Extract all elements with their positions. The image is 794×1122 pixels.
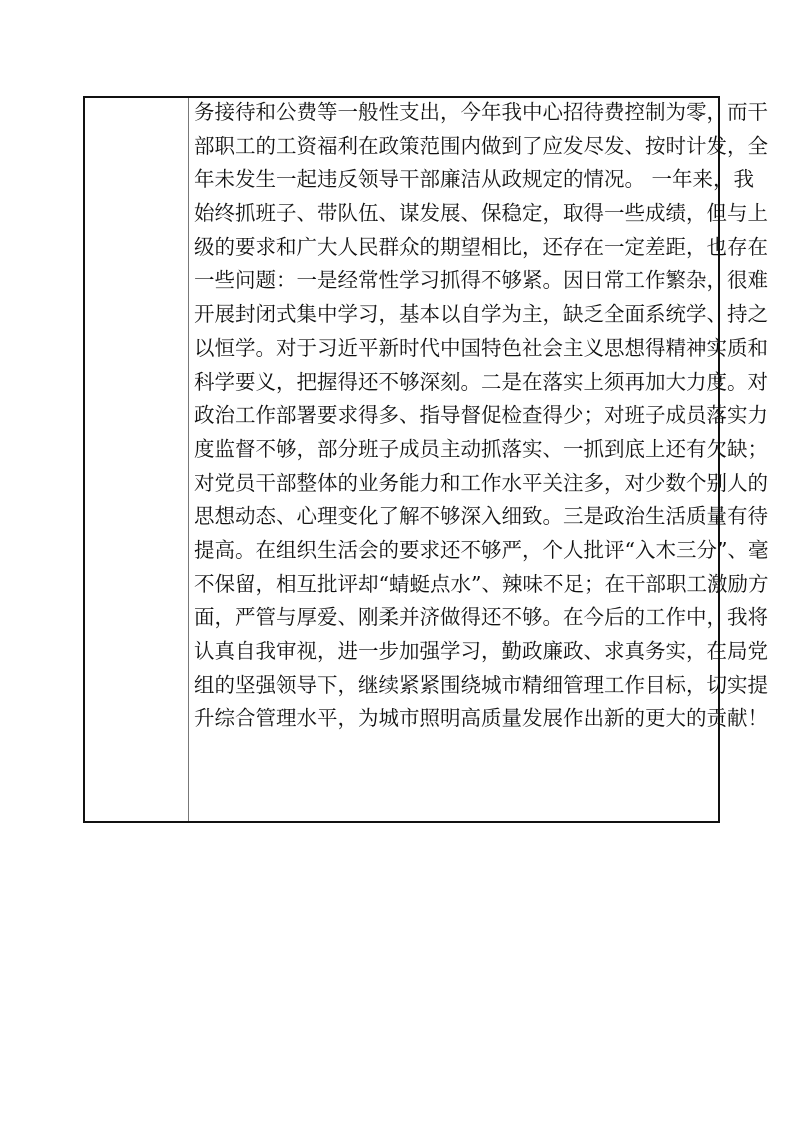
text-line: 升综合管理水平，为城市照明高质量发展作出新的更大的贡献！ xyxy=(194,706,768,731)
text-line: 提高。在组织生活会的要求还不够严，个人批评“入木三分”、毫 xyxy=(194,537,769,562)
text-line: 开展封闭式集中学习，基本以自学为主，缺乏全面系统学、持之 xyxy=(194,302,768,327)
text-line: 思想动态、心理变化了解不够深入细致。三是政治生活质量有待 xyxy=(194,504,768,529)
text-line: 认真自我审视，进一步加强学习，勤政廉政、求真务实，在局党 xyxy=(194,639,768,663)
text-line: 部职工的工资福利在政策范围内做到了应发尽发、按时计发，全 xyxy=(194,133,768,158)
text-line: 以恒学。对于习近平新时代中国特色社会主义思想得精神实质和 xyxy=(194,335,768,360)
text-line: 面，严管与厚爱、刚柔并济做得还不够。在今后的工作中，我将 xyxy=(194,605,768,630)
column-divider xyxy=(188,98,189,821)
text-line: 始终抓班子、带队伍、谋发展、保稳定，取得一些成绩，但与上 xyxy=(194,201,768,226)
text-line: 务接待和公费等一般性支出，今年我中心招待费控制为零，而干 xyxy=(194,100,768,124)
text-line: 不保留，相互批评却“蜻蜓点水”、辣味不足；在干部职工激励方 xyxy=(194,571,769,596)
text-line: 年未发生一起违反领导干部廉洁从政规定的情况。 一年来，我 xyxy=(194,167,755,192)
text-line: 级的要求和广大人民群众的期望相比，还存在一定差距，也存在 xyxy=(194,234,768,259)
content-cell xyxy=(194,96,769,736)
text-line: 组的坚强领导下，继续紧紧围绕城市精细管理工作目标，切实提 xyxy=(194,672,768,697)
text-line: 政治工作部署要求得多、指导督促检查得少；对班子成员落实力 xyxy=(194,403,768,428)
text-line: 度监督不够，部分班子成员主动抓落实、一抓到底上还有欠缺； xyxy=(194,436,768,461)
text-line: 科学要义，把握得还不够深刻。二是在落实上须再加大力度。对 xyxy=(194,369,768,394)
text-line: 一些问题：一是经常性学习抓得不够紧。因日常工作繁杂，很难 xyxy=(194,268,768,293)
content-table xyxy=(83,96,769,823)
text-line: 对党员干部整体的业务能力和工作水平关注多，对少数个别人的 xyxy=(194,470,768,495)
